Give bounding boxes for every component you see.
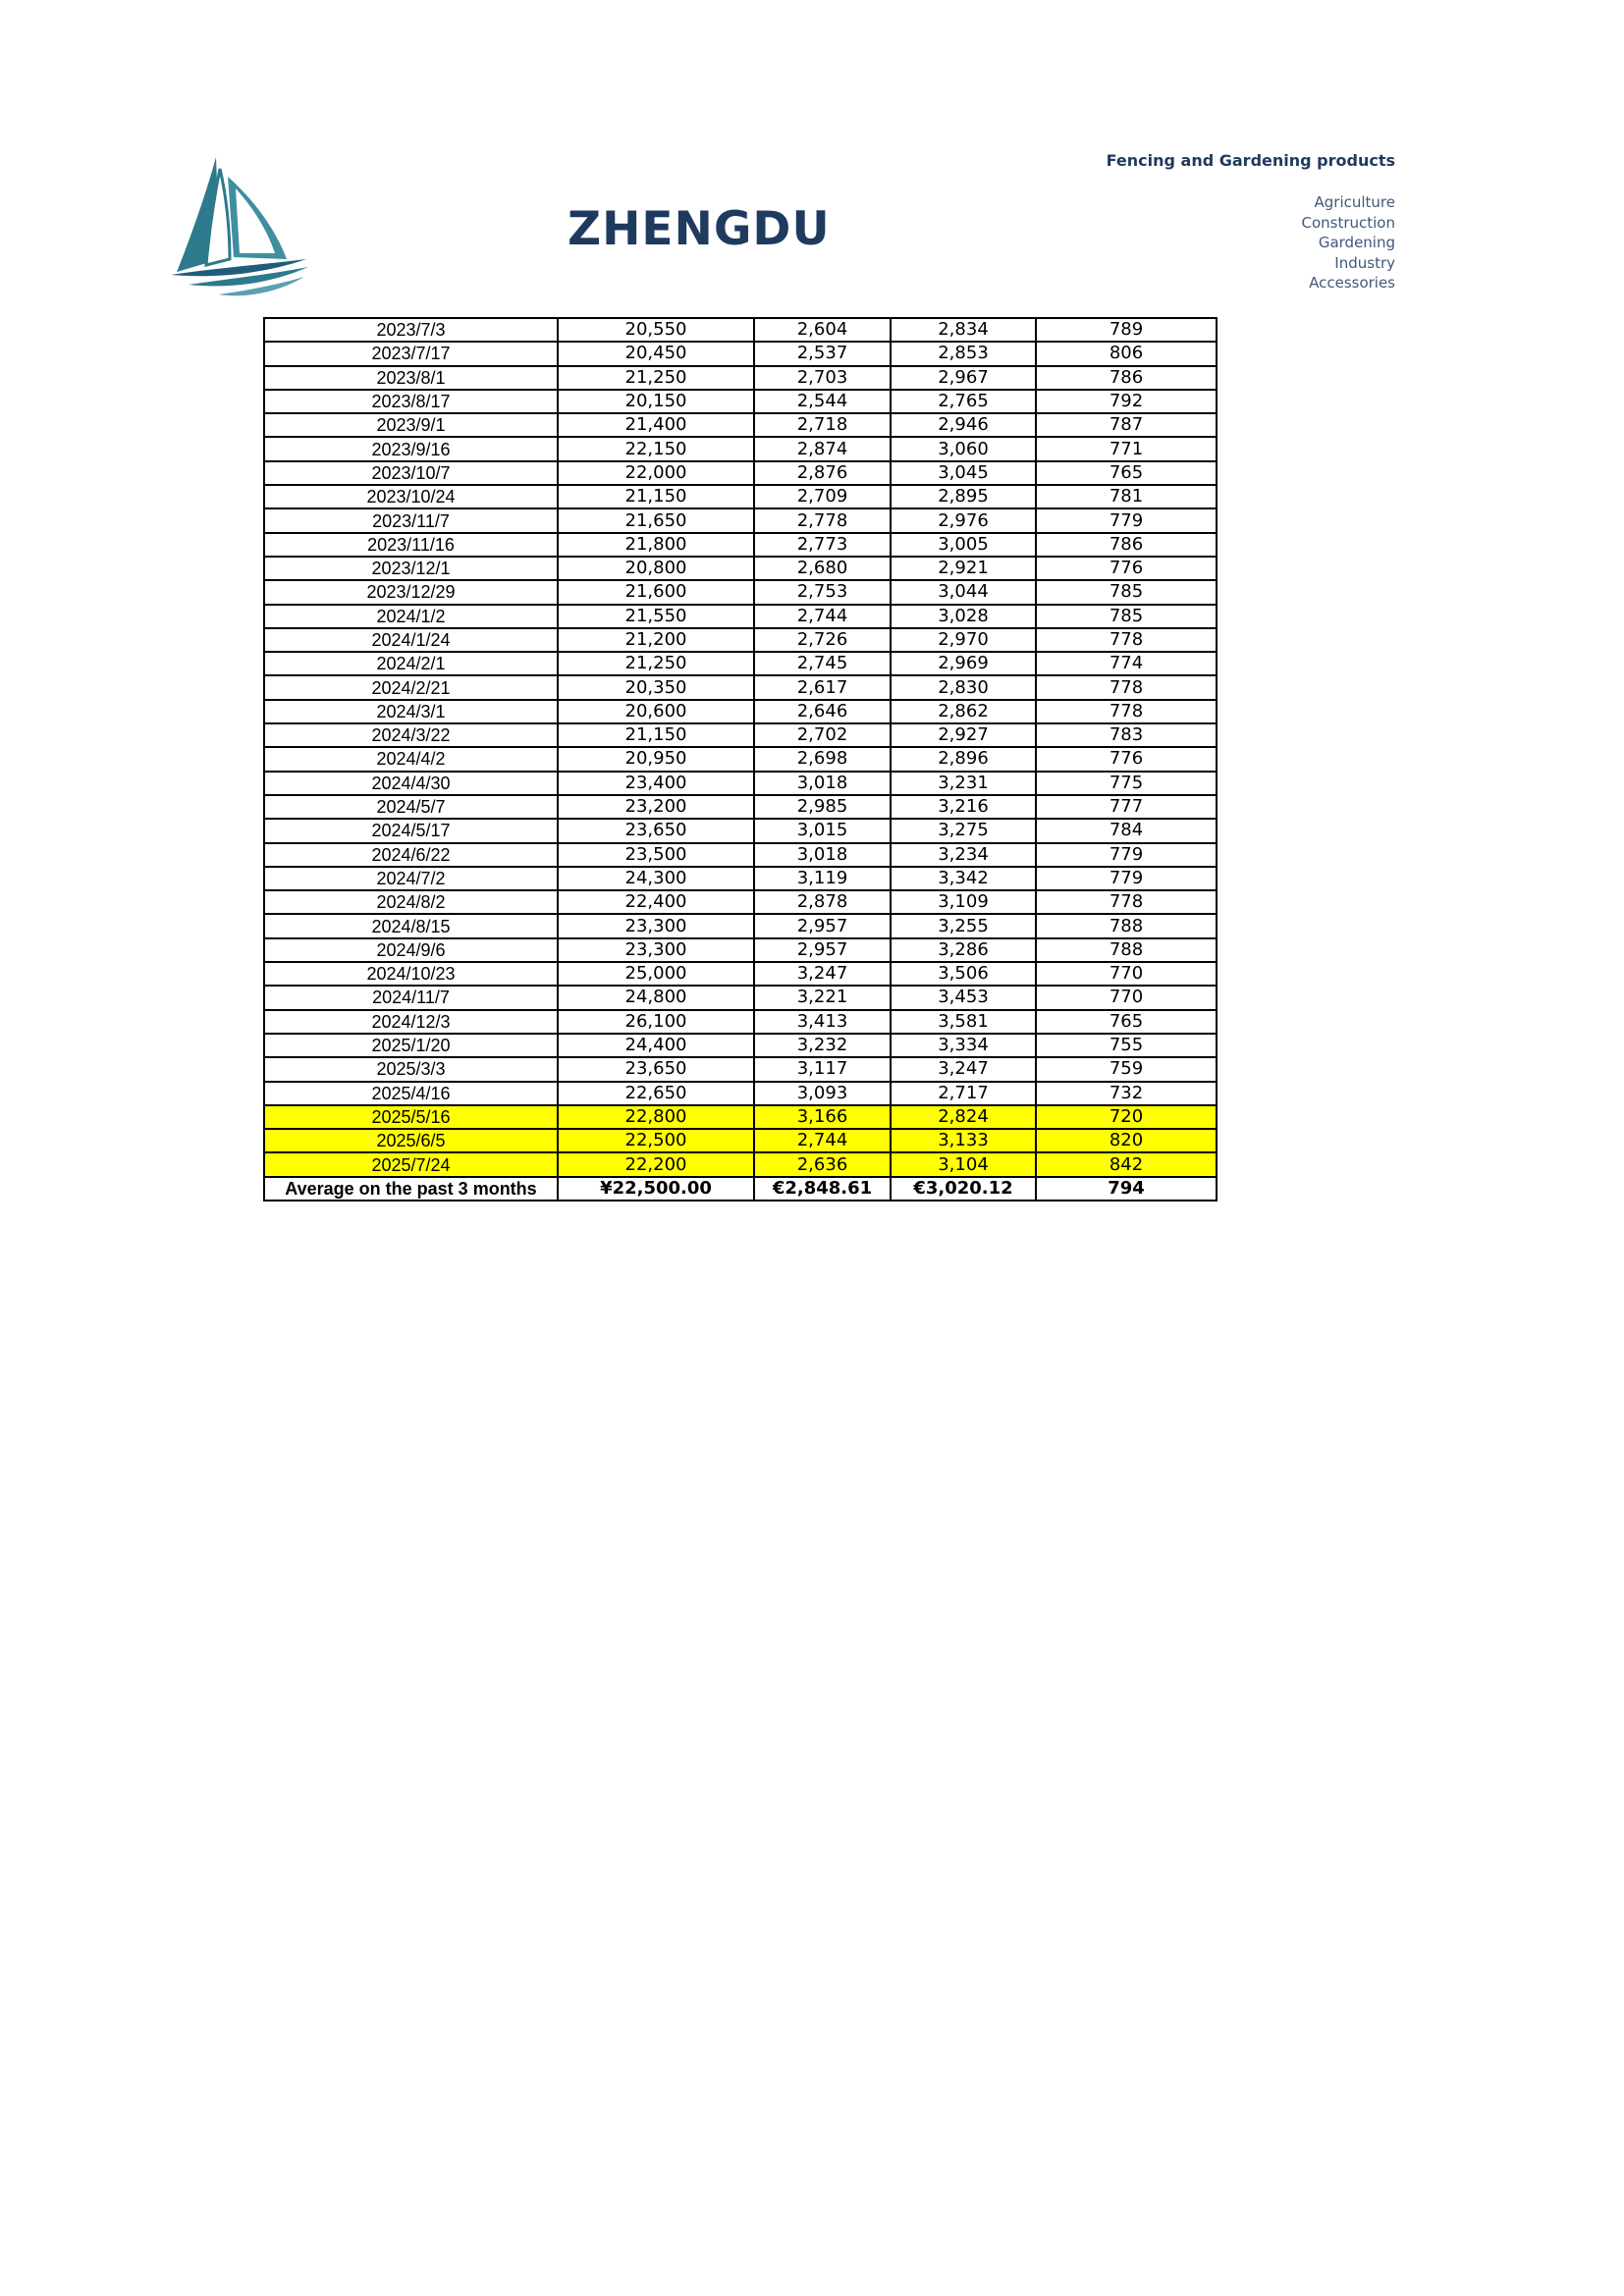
value-cell: 3,015 <box>754 819 891 842</box>
date-cell: 2023/7/17 <box>264 342 558 365</box>
value-cell: 3,581 <box>891 1010 1036 1034</box>
value-cell: 777 <box>1036 795 1217 819</box>
table-row <box>264 437 1217 460</box>
table-row <box>264 342 1217 365</box>
value-cell: 3,334 <box>891 1034 1036 1057</box>
date-cell: 2023/10/24 <box>264 485 558 508</box>
value-cell: 2,617 <box>754 675 891 699</box>
category-accessories: Accessories <box>1309 274 1395 292</box>
value-cell: 2,969 <box>891 652 1036 675</box>
value-cell: 24,300 <box>558 867 754 890</box>
date-cell: 2024/12/3 <box>264 1010 558 1034</box>
value-cell: 786 <box>1036 533 1217 557</box>
value-cell: 720 <box>1036 1105 1217 1129</box>
table-row <box>264 1082 1217 1105</box>
value-cell: 2,544 <box>754 390 891 413</box>
value-cell: 20,350 <box>558 675 754 699</box>
value-cell: 22,000 <box>558 461 754 485</box>
value-cell: 3,005 <box>891 533 1036 557</box>
price-table <box>263 317 1218 1201</box>
value-cell: 23,300 <box>558 914 754 937</box>
value-cell: 2,874 <box>754 437 891 460</box>
date-cell: 2023/8/1 <box>264 366 558 390</box>
value-cell: 3,247 <box>891 1057 1036 1081</box>
value-cell: 21,600 <box>558 580 754 604</box>
value-cell: 24,400 <box>558 1034 754 1057</box>
date-cell: 2023/10/7 <box>264 461 558 485</box>
table-row <box>264 533 1217 557</box>
value-cell: 21,400 <box>558 413 754 437</box>
value-cell: 21,150 <box>558 723 754 747</box>
date-cell: 2025/6/5 <box>264 1129 558 1152</box>
value-cell: 23,300 <box>558 938 754 962</box>
value-cell: 770 <box>1036 962 1217 986</box>
value-cell: 3,045 <box>891 461 1036 485</box>
value-cell: 2,636 <box>754 1152 891 1176</box>
value-cell: 787 <box>1036 413 1217 437</box>
category-construction: Construction <box>1301 213 1395 232</box>
value-cell: 23,650 <box>558 1057 754 1081</box>
date-cell: 2024/4/2 <box>264 747 558 771</box>
date-cell: 2025/3/3 <box>264 1057 558 1081</box>
value-cell: 783 <box>1036 723 1217 747</box>
value-cell: 2,604 <box>754 318 891 342</box>
date-cell: 2024/3/1 <box>264 700 558 723</box>
date-cell: 2024/2/1 <box>264 652 558 675</box>
value-cell: 2,830 <box>891 675 1036 699</box>
value-cell: 3,028 <box>891 605 1036 628</box>
value-cell: 22,500 <box>558 1129 754 1152</box>
value-cell: 779 <box>1036 508 1217 532</box>
value-cell: 20,600 <box>558 700 754 723</box>
table-row <box>264 986 1217 1009</box>
value-cell: 771 <box>1036 437 1217 460</box>
value-cell: 3,221 <box>754 986 891 1009</box>
sailboat-logo-icon <box>169 149 311 301</box>
value-cell: 732 <box>1036 1082 1217 1105</box>
table-row <box>264 508 1217 532</box>
value-cell: 2,976 <box>891 508 1036 532</box>
value-cell: 2,985 <box>754 795 891 819</box>
value-cell: 3,104 <box>891 1152 1036 1176</box>
date-cell: 2024/4/30 <box>264 772 558 795</box>
value-cell: 3,413 <box>754 1010 891 1034</box>
table-row <box>264 819 1217 842</box>
date-cell: 2023/12/29 <box>264 580 558 604</box>
value-cell: 2,970 <box>891 628 1036 652</box>
average-row <box>264 1177 1217 1201</box>
value-cell: 2,703 <box>754 366 891 390</box>
date-cell: 2023/9/1 <box>264 413 558 437</box>
value-cell: 20,550 <box>558 318 754 342</box>
table-row <box>264 366 1217 390</box>
value-cell: 792 <box>1036 390 1217 413</box>
value-cell: 2,927 <box>891 723 1036 747</box>
table-row <box>264 461 1217 485</box>
value-cell: 2,718 <box>754 413 891 437</box>
date-cell: 2024/11/7 <box>264 986 558 1009</box>
value-cell: 2,957 <box>754 938 891 962</box>
value-cell: 786 <box>1036 366 1217 390</box>
date-cell: 2024/1/2 <box>264 605 558 628</box>
value-cell: 776 <box>1036 747 1217 771</box>
value-cell: 3,018 <box>754 772 891 795</box>
category-industry: Industry <box>1334 253 1395 272</box>
table-row <box>264 700 1217 723</box>
value-cell: 2,778 <box>754 508 891 532</box>
date-cell: 2024/6/22 <box>264 843 558 867</box>
value-cell: 23,400 <box>558 772 754 795</box>
value-cell: 778 <box>1036 700 1217 723</box>
category-agriculture: Agriculture <box>1314 193 1395 211</box>
value-cell: €3,020.12 <box>891 1177 1036 1201</box>
value-cell: 2,680 <box>754 557 891 580</box>
date-cell: 2024/5/7 <box>264 795 558 819</box>
value-cell: 2,773 <box>754 533 891 557</box>
value-cell: 21,200 <box>558 628 754 652</box>
value-cell: 22,800 <box>558 1105 754 1129</box>
value-cell: 2,717 <box>891 1082 1036 1105</box>
table-row <box>264 795 1217 819</box>
value-cell: 25,000 <box>558 962 754 986</box>
table-row <box>264 580 1217 604</box>
table-row <box>264 914 1217 937</box>
date-cell: 2024/10/23 <box>264 962 558 986</box>
value-cell: 3,234 <box>891 843 1036 867</box>
value-cell: 778 <box>1036 628 1217 652</box>
value-cell: 806 <box>1036 342 1217 365</box>
value-cell: 2,726 <box>754 628 891 652</box>
value-cell: 3,119 <box>754 867 891 890</box>
table-row <box>264 1010 1217 1034</box>
value-cell: 3,044 <box>891 580 1036 604</box>
value-cell: 2,824 <box>891 1105 1036 1129</box>
date-cell: Average on the past 3 months <box>264 1177 558 1201</box>
value-cell: 3,275 <box>891 819 1036 842</box>
value-cell: 2,862 <box>891 700 1036 723</box>
table-row <box>264 890 1217 914</box>
value-cell: 26,100 <box>558 1010 754 1034</box>
value-cell: 23,200 <box>558 795 754 819</box>
value-cell: 2,698 <box>754 747 891 771</box>
value-cell: 820 <box>1036 1129 1217 1152</box>
value-cell: 2,876 <box>754 461 891 485</box>
value-cell: 2,853 <box>891 342 1036 365</box>
value-cell: €2,848.61 <box>754 1177 891 1201</box>
table-row <box>264 628 1217 652</box>
price-table-body <box>264 318 1217 1201</box>
value-cell: 21,250 <box>558 652 754 675</box>
value-cell: 23,650 <box>558 819 754 842</box>
table-row <box>264 390 1217 413</box>
highlighted-table-row <box>264 1129 1217 1152</box>
value-cell: 2,753 <box>754 580 891 604</box>
date-cell: 2024/8/2 <box>264 890 558 914</box>
category-list <box>1301 192 1395 294</box>
date-cell: 2024/5/17 <box>264 819 558 842</box>
highlighted-table-row <box>264 1152 1217 1176</box>
date-cell: 2023/7/3 <box>264 318 558 342</box>
value-cell: 20,950 <box>558 747 754 771</box>
date-cell: 2025/1/20 <box>264 1034 558 1057</box>
value-cell: 22,150 <box>558 437 754 460</box>
value-cell: 3,018 <box>754 843 891 867</box>
value-cell: 2,765 <box>891 390 1036 413</box>
value-cell: 778 <box>1036 890 1217 914</box>
value-cell: 2,744 <box>754 605 891 628</box>
value-cell: 2,745 <box>754 652 891 675</box>
value-cell: 20,150 <box>558 390 754 413</box>
value-cell: 785 <box>1036 580 1217 604</box>
table-row <box>264 318 1217 342</box>
table-row <box>264 843 1217 867</box>
value-cell: 3,093 <box>754 1082 891 1105</box>
value-cell: 755 <box>1036 1034 1217 1057</box>
value-cell: 2,967 <box>891 366 1036 390</box>
highlighted-table-row <box>264 1105 1217 1129</box>
table-row <box>264 652 1217 675</box>
value-cell: 765 <box>1036 1010 1217 1034</box>
date-cell: 2024/9/6 <box>264 938 558 962</box>
date-cell: 2023/8/17 <box>264 390 558 413</box>
table-row <box>264 1057 1217 1081</box>
value-cell: 24,800 <box>558 986 754 1009</box>
table-row <box>264 772 1217 795</box>
value-cell: 3,342 <box>891 867 1036 890</box>
table-row <box>264 962 1217 986</box>
table-row <box>264 605 1217 628</box>
date-cell: 2024/7/2 <box>264 867 558 890</box>
date-cell: 2023/11/7 <box>264 508 558 532</box>
date-cell: 2023/12/1 <box>264 557 558 580</box>
date-cell: 2024/3/22 <box>264 723 558 747</box>
date-cell: 2024/2/21 <box>264 675 558 699</box>
table-row <box>264 675 1217 699</box>
value-cell: 2,946 <box>891 413 1036 437</box>
value-cell: 3,255 <box>891 914 1036 937</box>
table-row <box>264 1034 1217 1057</box>
value-cell: 3,453 <box>891 986 1036 1009</box>
value-cell: 778 <box>1036 675 1217 699</box>
value-cell: 2,878 <box>754 890 891 914</box>
value-cell: 759 <box>1036 1057 1217 1081</box>
value-cell: 781 <box>1036 485 1217 508</box>
value-cell: 20,800 <box>558 557 754 580</box>
value-cell: 776 <box>1036 557 1217 580</box>
value-cell: 2,646 <box>754 700 891 723</box>
value-cell: ¥22,500.00 <box>558 1177 754 1201</box>
value-cell: 2,834 <box>891 318 1036 342</box>
value-cell: 774 <box>1036 652 1217 675</box>
value-cell: 788 <box>1036 914 1217 937</box>
date-cell: 2024/1/24 <box>264 628 558 652</box>
value-cell: 2,537 <box>754 342 891 365</box>
table-row <box>264 413 1217 437</box>
value-cell: 785 <box>1036 605 1217 628</box>
value-cell: 3,060 <box>891 437 1036 460</box>
date-cell: 2023/9/16 <box>264 437 558 460</box>
value-cell: 3,232 <box>754 1034 891 1057</box>
table-row <box>264 557 1217 580</box>
value-cell: 20,450 <box>558 342 754 365</box>
value-cell: 22,400 <box>558 890 754 914</box>
value-cell: 3,133 <box>891 1129 1036 1152</box>
value-cell: 770 <box>1036 986 1217 1009</box>
date-cell: 2025/7/24 <box>264 1152 558 1176</box>
category-gardening: Gardening <box>1318 234 1395 251</box>
value-cell: 775 <box>1036 772 1217 795</box>
tagline: Fencing and Gardening products <box>1106 151 1395 170</box>
date-cell: 2023/11/16 <box>264 533 558 557</box>
value-cell: 21,250 <box>558 366 754 390</box>
value-cell: 21,650 <box>558 508 754 532</box>
table-row <box>264 867 1217 890</box>
table-row <box>264 938 1217 962</box>
value-cell: 789 <box>1036 318 1217 342</box>
value-cell: 2,896 <box>891 747 1036 771</box>
value-cell: 21,550 <box>558 605 754 628</box>
value-cell: 21,150 <box>558 485 754 508</box>
value-cell: 779 <box>1036 843 1217 867</box>
value-cell: 2,895 <box>891 485 1036 508</box>
value-cell: 3,109 <box>891 890 1036 914</box>
value-cell: 788 <box>1036 938 1217 962</box>
value-cell: 23,500 <box>558 843 754 867</box>
date-cell: 2024/8/15 <box>264 914 558 937</box>
value-cell: 2,702 <box>754 723 891 747</box>
value-cell: 2,744 <box>754 1129 891 1152</box>
value-cell: 2,709 <box>754 485 891 508</box>
value-cell: 2,957 <box>754 914 891 937</box>
value-cell: 3,166 <box>754 1105 891 1129</box>
value-cell: 3,216 <box>891 795 1036 819</box>
value-cell: 22,200 <box>558 1152 754 1176</box>
value-cell: 765 <box>1036 461 1217 485</box>
value-cell: 842 <box>1036 1152 1217 1176</box>
table-row <box>264 747 1217 771</box>
date-cell: 2025/5/16 <box>264 1105 558 1129</box>
value-cell: 3,247 <box>754 962 891 986</box>
value-cell: 784 <box>1036 819 1217 842</box>
date-cell: 2025/4/16 <box>264 1082 558 1105</box>
value-cell: 3,286 <box>891 938 1036 962</box>
table-row <box>264 723 1217 747</box>
value-cell: 3,231 <box>891 772 1036 795</box>
value-cell: 794 <box>1036 1177 1217 1201</box>
brand-name: ZHENGDU <box>568 202 831 256</box>
value-cell: 779 <box>1036 867 1217 890</box>
value-cell: 21,800 <box>558 533 754 557</box>
table-row <box>264 485 1217 508</box>
value-cell: 3,506 <box>891 962 1036 986</box>
value-cell: 22,650 <box>558 1082 754 1105</box>
value-cell: 3,117 <box>754 1057 891 1081</box>
value-cell: 2,921 <box>891 557 1036 580</box>
